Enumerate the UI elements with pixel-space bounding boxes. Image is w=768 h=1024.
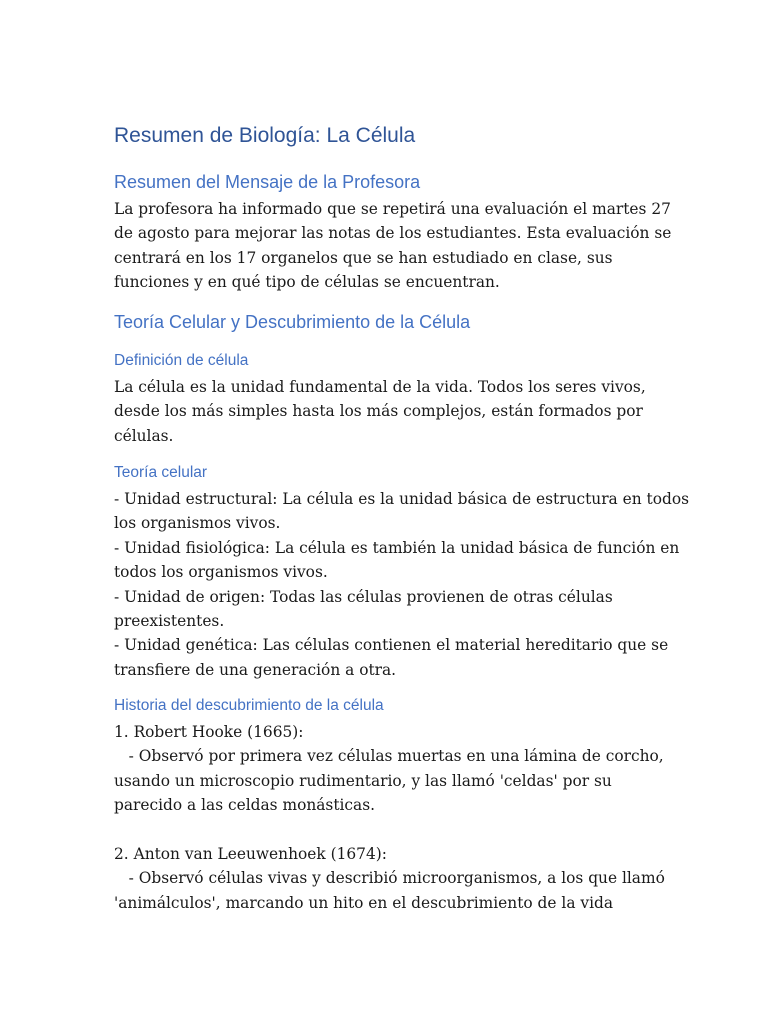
list-teoria-celular (114, 487, 689, 682)
heading-resumen-mensaje: Resumen del Mensaje de la Profesora (114, 172, 421, 192)
heading-teoria-descubrimiento: Teoría Celular y Descubrimiento de la Célula (114, 312, 471, 332)
text-line: centrará en los 17 organelos que se han estudiado en clase, sus (114, 248, 613, 267)
text-line: 1. Robert Hooke (1665): (114, 723, 304, 741)
text-line: - Observó por primera vez células muertas en una lámina de corcho, (114, 747, 664, 766)
text-line: La profesora ha informado que se repetirá una evaluación el martes 27 (114, 200, 671, 218)
text-line: - Unidad de origen: Todas las células provienen de otras células (114, 587, 613, 606)
text-line: desde los más simples hasta los más complejos, están formados por (114, 402, 643, 421)
text-line: - Unidad genética: Las células contienen el material hereditario que se (114, 636, 669, 655)
text-line: de agosto para mejorar las notas de los estudiantes. Esta evaluación se (114, 224, 672, 243)
text-line: 2. Anton van Leeuwenhoek (1674): (114, 845, 387, 863)
text-line: - Observó células vivas y describió microorganismos, a los que llamó (114, 869, 665, 888)
text-line: todos los organismos vivos. (114, 563, 328, 582)
text-line: transfiere de una generación a otra. (114, 660, 397, 679)
text-line: células. (114, 426, 174, 445)
text-line: preexistentes. (114, 611, 225, 630)
text-line: funciones y en qué tipo de células se encuentran. (114, 273, 500, 292)
paragraph-definicion-celula (114, 375, 654, 448)
text-line: usando un microscopio rudimentario, y las llamó 'celdas' por su (114, 771, 612, 790)
text-line: - Unidad estructural: La célula es la unidad básica de estructura en todos (114, 490, 689, 508)
text-line: La célula es la unidad fundamental de la vida. Todos los seres vivos, (114, 378, 646, 396)
heading-teoria-celular: Teoría celular (114, 464, 208, 481)
document-title: Resumen de Biología: La Célula (114, 124, 416, 147)
text-line: los organismos vivos. (114, 514, 281, 533)
list-item-leeuwenhoek (114, 842, 665, 915)
list-item-robert-hooke (114, 720, 664, 818)
heading-historia-descubrimiento: Historia del descubrimiento de la célula (114, 697, 384, 714)
text-line: parecido a las celdas monásticas. (114, 796, 376, 815)
paragraph-mensaje-profesora (114, 197, 672, 295)
text-line: - Unidad fisiológica: La célula es también la unidad básica de función en (114, 538, 680, 557)
text-line: 'animálculos', marcando un hito en el descubrimiento de la vida (114, 893, 614, 912)
heading-definicion-celula: Definición de célula (114, 352, 249, 369)
